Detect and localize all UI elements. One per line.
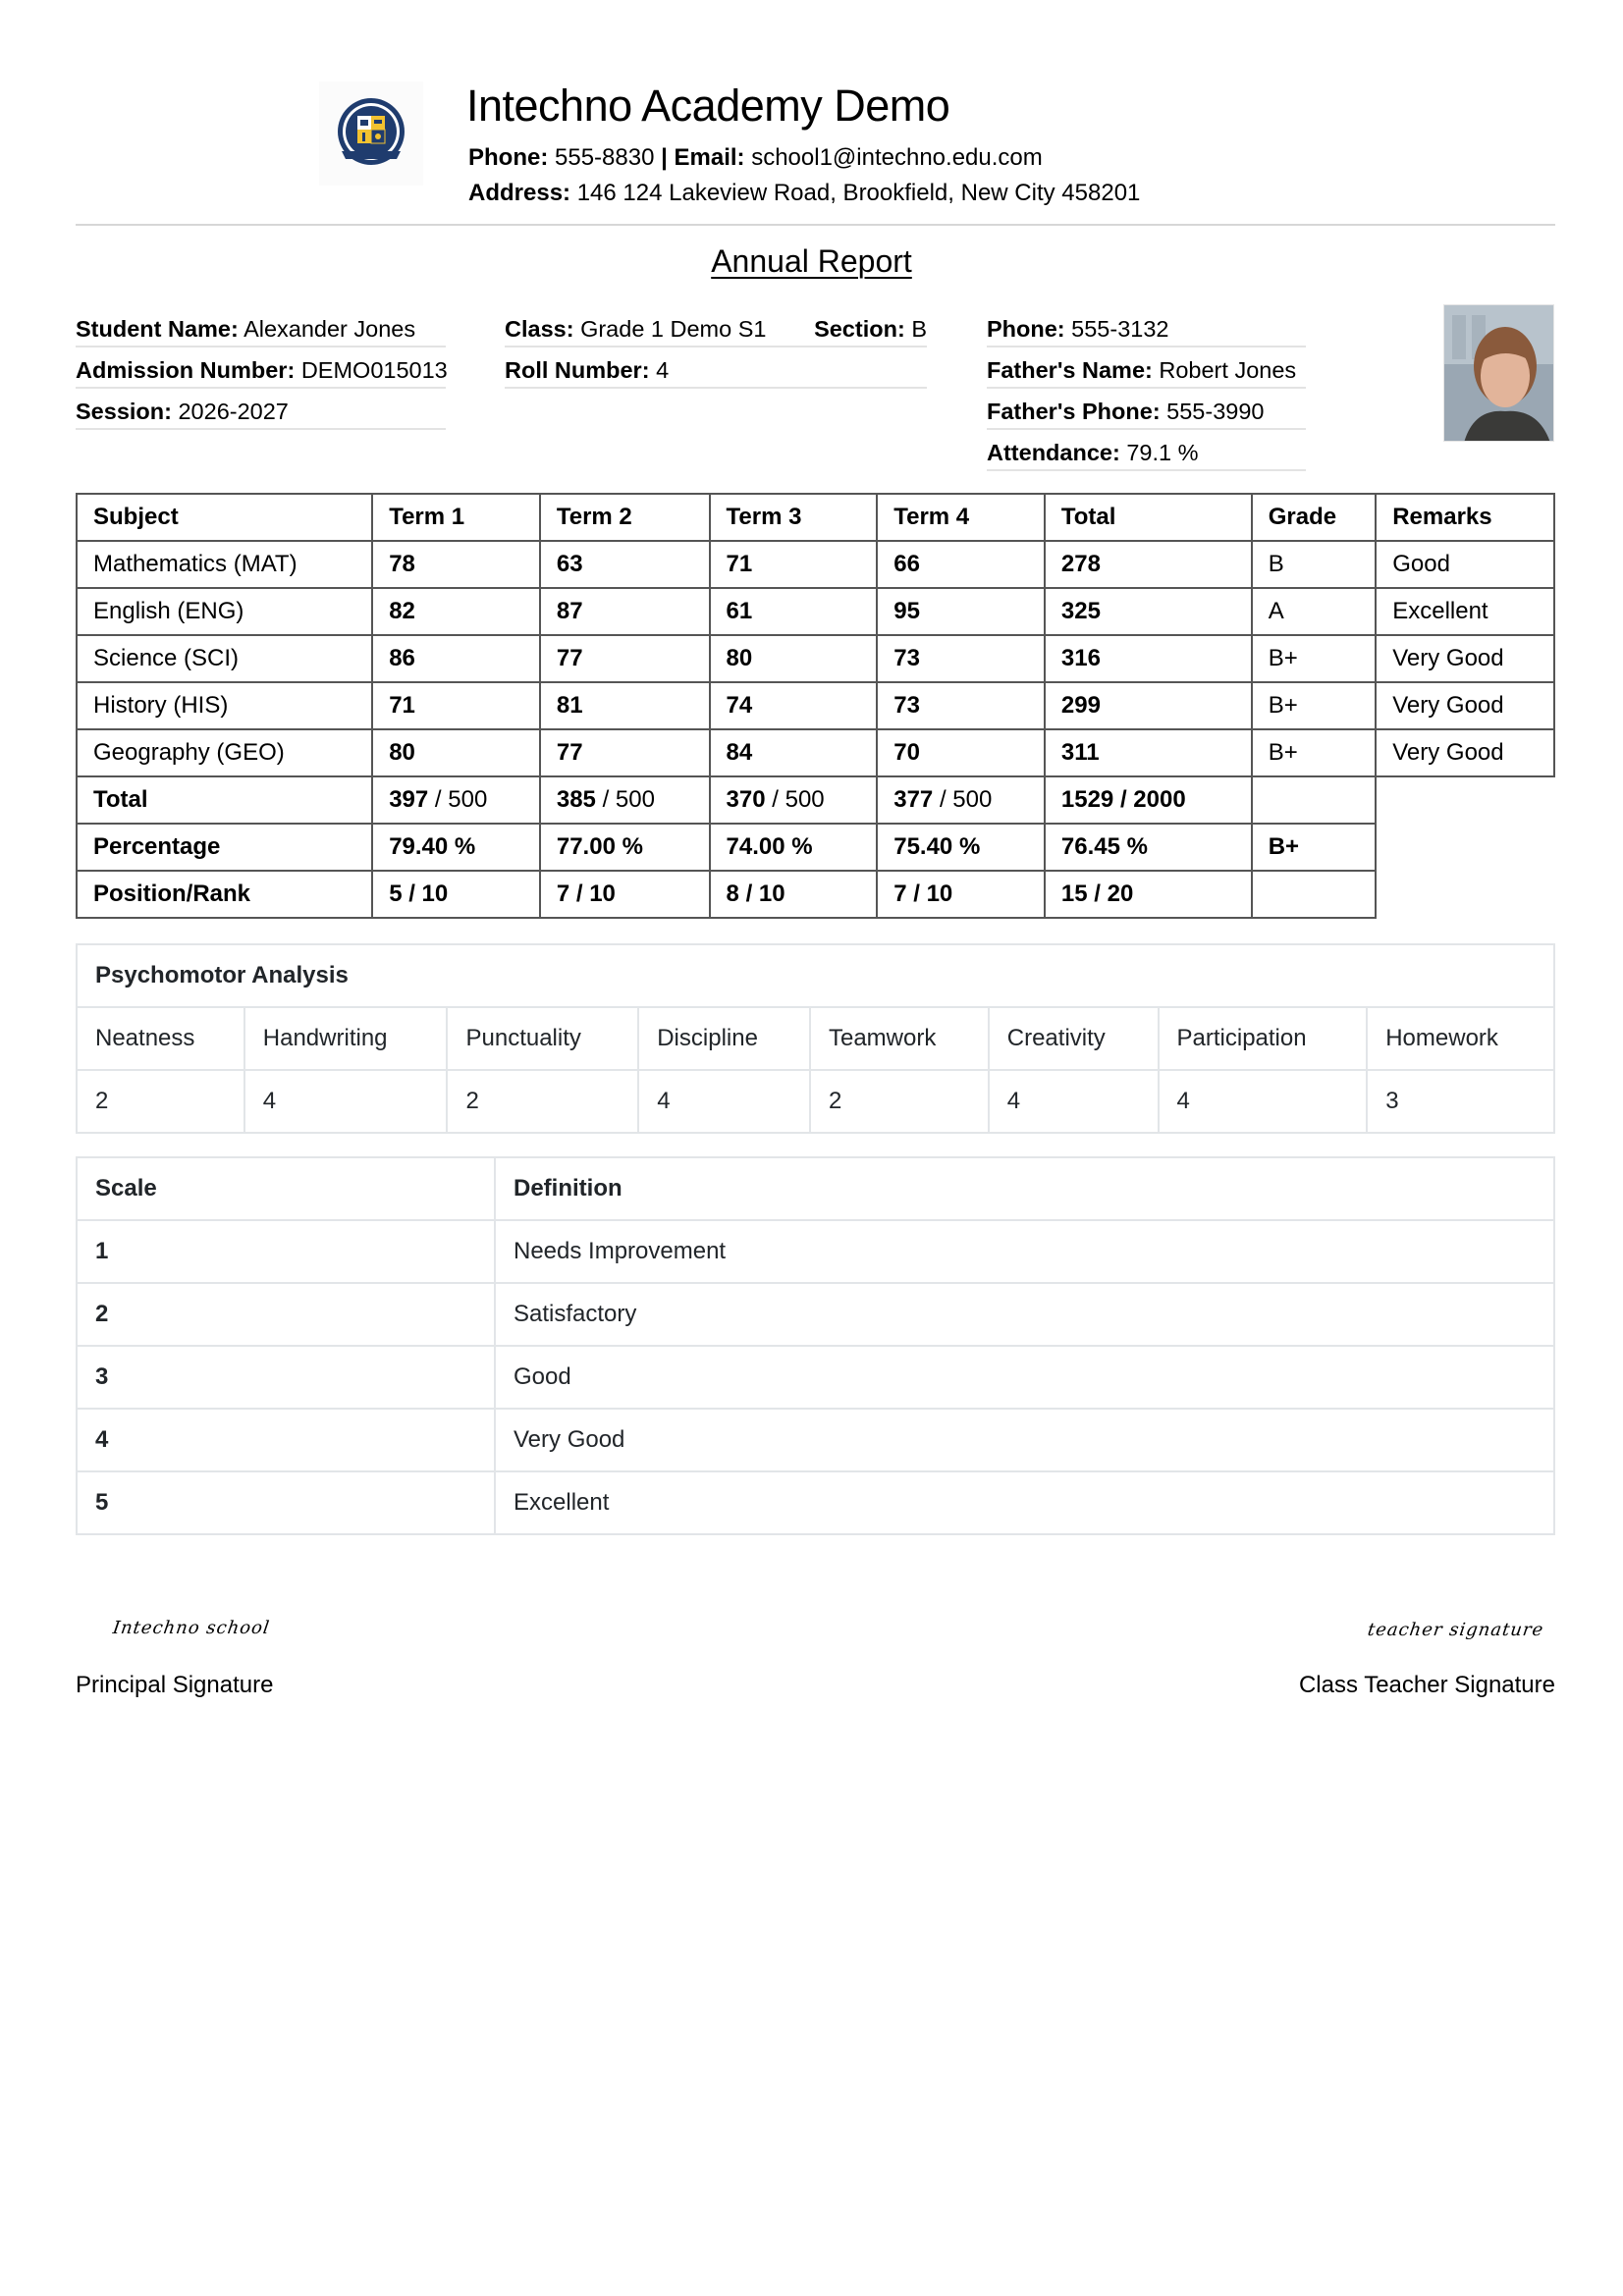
term-1-percentage: 79.40 % [372, 824, 540, 871]
admission-row [76, 347, 446, 389]
term-1-score: 80 [372, 729, 540, 776]
term-1-total [372, 776, 540, 824]
scale-value: 3 [77, 1346, 495, 1409]
term-2-percentage: 77.00 % [540, 824, 710, 871]
term-3-score: 74 [710, 682, 878, 729]
overall-percentage: 76.45 % [1045, 824, 1252, 871]
session-row [76, 389, 446, 430]
table-row [77, 635, 1554, 682]
term-3-percentage: 74.00 % [710, 824, 878, 871]
table-row [77, 1346, 1554, 1409]
term-4-total-value: 377 [893, 786, 934, 813]
marks-header-term-4: Term 4 [877, 494, 1045, 541]
term-4-score: 66 [877, 541, 1045, 588]
student-name: Alexander Jones [243, 316, 416, 342]
scale-header-row [77, 1157, 1554, 1220]
report-title-wrap [0, 243, 1623, 280]
scale-header: Scale [77, 1157, 495, 1220]
rank-grade-empty [1252, 871, 1377, 918]
subject-total: 299 [1045, 682, 1252, 729]
score-homework: 3 [1367, 1070, 1554, 1133]
score-neatness: 2 [77, 1070, 244, 1133]
rank-row [77, 871, 1554, 918]
subject-total: 278 [1045, 541, 1252, 588]
term-1-score: 71 [372, 682, 540, 729]
subject-grade: B+ [1252, 682, 1377, 729]
percentage-label: Percentage [77, 824, 372, 871]
trait-punctuality: Punctuality [447, 1007, 638, 1070]
subject-name: Science (SCI) [77, 635, 372, 682]
trait-handwriting: Handwriting [244, 1007, 448, 1070]
subject-remarks: Very Good [1376, 635, 1554, 682]
score-discipline: 4 [638, 1070, 810, 1133]
marks-header-term-2: Term 2 [540, 494, 710, 541]
trait-participation: Participation [1159, 1007, 1368, 1070]
scale-value: 1 [77, 1220, 495, 1283]
school-email-label: Email: [674, 144, 745, 171]
total-remarks-blank [1376, 776, 1554, 824]
term-3-rank: 8 / 10 [710, 871, 878, 918]
term-3-score: 80 [710, 635, 878, 682]
session-value: 2026-2027 [178, 399, 289, 424]
teacher-signature-image: teacher signature [1366, 1620, 1545, 1640]
school-logo [319, 81, 423, 186]
scale-definition: Needs Improvement [495, 1220, 1554, 1283]
term-4-rank: 7 / 10 [877, 871, 1045, 918]
term-2-score: 77 [540, 729, 710, 776]
attendance-row [987, 430, 1306, 471]
trait-teamwork: Teamwork [810, 1007, 989, 1070]
trait-discipline: Discipline [638, 1007, 810, 1070]
term-1-out-of: / 500 [434, 786, 488, 813]
grand-total: 1529 / 2000 [1045, 776, 1252, 824]
subject-remarks: Good [1376, 541, 1554, 588]
marks-header-subject: Subject [77, 494, 372, 541]
subject-name: English (ENG) [77, 588, 372, 635]
student-info-col-2 [505, 306, 927, 389]
student-phone-label: Phone: [987, 316, 1065, 342]
table-row [77, 1409, 1554, 1471]
roll-label: Roll Number: [505, 357, 650, 383]
score-participation: 4 [1159, 1070, 1368, 1133]
term-1-rank: 5 / 10 [372, 871, 540, 918]
school-phone-label: Phone: [468, 144, 549, 171]
term-4-total [877, 776, 1045, 824]
student-photo-icon [1444, 305, 1554, 442]
overall-rank: 15 / 20 [1045, 871, 1252, 918]
scale-value: 2 [77, 1283, 495, 1346]
principal-signature-label: Principal Signature [76, 1672, 274, 1698]
term-4-score: 73 [877, 635, 1045, 682]
roll-value: 4 [656, 357, 670, 383]
subject-total: 316 [1045, 635, 1252, 682]
contact-separator: | [661, 144, 668, 171]
term-4-score: 70 [877, 729, 1045, 776]
score-teamwork: 2 [810, 1070, 989, 1133]
section-field [814, 316, 927, 343]
term-2-out-of: / 500 [602, 786, 655, 813]
total-row [77, 776, 1554, 824]
scale-table [76, 1156, 1555, 1535]
table-row [77, 541, 1554, 588]
term-4-score: 73 [877, 682, 1045, 729]
student-photo [1443, 304, 1554, 442]
father-name: Robert Jones [1159, 357, 1297, 383]
attendance-value: 79.1 % [1126, 440, 1199, 465]
table-row [77, 1471, 1554, 1534]
class-row [505, 306, 927, 347]
father-phone: 555-3990 [1166, 399, 1265, 424]
marks-header-remarks: Remarks [1376, 494, 1554, 541]
school-contact-line [468, 144, 1043, 172]
marks-table [76, 493, 1555, 919]
class-label: Class: [505, 316, 574, 342]
trait-homework: Homework [1367, 1007, 1554, 1070]
marks-header-term-1: Term 1 [372, 494, 540, 541]
term-4-out-of: / 500 [939, 786, 993, 813]
father-phone-row [987, 389, 1306, 430]
marks-header-grade: Grade [1252, 494, 1377, 541]
subject-name: History (HIS) [77, 682, 372, 729]
student-phone: 555-3132 [1071, 316, 1169, 342]
term-2-score: 63 [540, 541, 710, 588]
scale-value: 5 [77, 1471, 495, 1534]
student-name-row [76, 306, 446, 347]
admission-number: DEMO015013 [300, 357, 448, 383]
subject-name: Mathematics (MAT) [77, 541, 372, 588]
term-2-score: 77 [540, 635, 710, 682]
roll-row [505, 347, 927, 389]
subject-remarks: Very Good [1376, 729, 1554, 776]
subject-grade: B+ [1252, 729, 1377, 776]
report-title: Annual Report [711, 243, 912, 279]
school-crest-icon [330, 92, 412, 175]
teacher-signature-label: Class Teacher Signature [1298, 1672, 1555, 1698]
term-4-score: 95 [877, 588, 1045, 635]
psychomotor-traits-row [77, 1007, 1554, 1070]
attendance-label: Attendance: [987, 440, 1120, 465]
father-phone-label: Father's Phone: [987, 399, 1161, 424]
subject-remarks: Very Good [1376, 682, 1554, 729]
scale-definition: Excellent [495, 1471, 1554, 1534]
student-phone-row [987, 306, 1306, 347]
psychomotor-table [76, 943, 1555, 1134]
section-label: Section: [814, 316, 905, 342]
term-1-score: 82 [372, 588, 540, 635]
scale-value: 4 [77, 1409, 495, 1471]
session-label: Session: [76, 399, 172, 424]
overall-grade: B+ [1252, 824, 1377, 871]
psychomotor-scores-row [77, 1070, 1554, 1133]
father-name-label: Father's Name: [987, 357, 1153, 383]
school-name: Intechno Academy Demo [466, 80, 950, 131]
term-2-score: 87 [540, 588, 710, 635]
rank-label: Position/Rank [77, 871, 372, 918]
subject-total: 325 [1045, 588, 1252, 635]
section-value: B [911, 316, 927, 342]
marks-header-row [77, 494, 1554, 541]
definition-header: Definition [495, 1157, 1554, 1220]
term-3-total [710, 776, 878, 824]
term-3-out-of: / 500 [772, 786, 825, 813]
term-1-total-value: 397 [389, 786, 429, 813]
father-name-row [987, 347, 1306, 389]
subject-grade: B+ [1252, 635, 1377, 682]
table-row [77, 1220, 1554, 1283]
header-divider [76, 224, 1555, 226]
scale-definition: Good [495, 1346, 1554, 1409]
class-value: Grade 1 Demo S1 [580, 316, 767, 342]
score-creativity: 4 [989, 1070, 1159, 1133]
student-info-col-1 [76, 306, 446, 430]
term-1-score: 78 [372, 541, 540, 588]
psychomotor-title-row [77, 944, 1554, 1007]
rank-remarks-blank [1376, 871, 1554, 918]
principal-signature-image: Intechno school [111, 1618, 272, 1638]
subject-name: Geography (GEO) [77, 729, 372, 776]
admission-label: Admission Number: [76, 357, 296, 383]
score-punctuality: 2 [447, 1070, 638, 1133]
table-row [77, 1283, 1554, 1346]
student-info-col-3 [987, 306, 1306, 471]
scale-definition: Very Good [495, 1409, 1554, 1471]
trait-creativity: Creativity [989, 1007, 1159, 1070]
total-grade-empty [1252, 776, 1377, 824]
student-name-label: Student Name: [76, 316, 239, 342]
subject-grade: B [1252, 541, 1377, 588]
term-2-rank: 7 / 10 [540, 871, 710, 918]
school-address-label: Address: [468, 180, 571, 206]
term-2-score: 81 [540, 682, 710, 729]
school-email: school1@intechno.edu.com [751, 144, 1043, 171]
subject-grade: A [1252, 588, 1377, 635]
marks-header-term-3: Term 3 [710, 494, 878, 541]
table-row [77, 588, 1554, 635]
score-handwriting: 4 [244, 1070, 448, 1133]
school-address: 146 124 Lakeview Road, Brookfield, New City 458201 [576, 180, 1141, 206]
term-1-score: 86 [372, 635, 540, 682]
scale-definition: Satisfactory [495, 1283, 1554, 1346]
term-4-percentage: 75.40 % [877, 824, 1045, 871]
percentage-row [77, 824, 1554, 871]
term-3-score: 71 [710, 541, 878, 588]
term-3-total-value: 370 [726, 786, 766, 813]
school-address-line [468, 180, 1140, 207]
table-row [77, 729, 1554, 776]
subject-remarks: Excellent [1376, 588, 1554, 635]
table-row [77, 682, 1554, 729]
school-phone: 555-8830 [555, 144, 655, 171]
marks-header-total: Total [1045, 494, 1252, 541]
term-3-score: 61 [710, 588, 878, 635]
total-label: Total [77, 776, 372, 824]
trait-neatness: Neatness [77, 1007, 244, 1070]
term-3-score: 84 [710, 729, 878, 776]
subject-total: 311 [1045, 729, 1252, 776]
term-2-total [540, 776, 710, 824]
percentage-remarks-blank [1376, 824, 1554, 871]
term-2-total-value: 385 [556, 786, 596, 813]
psychomotor-title: Psychomotor Analysis [77, 944, 1554, 1007]
